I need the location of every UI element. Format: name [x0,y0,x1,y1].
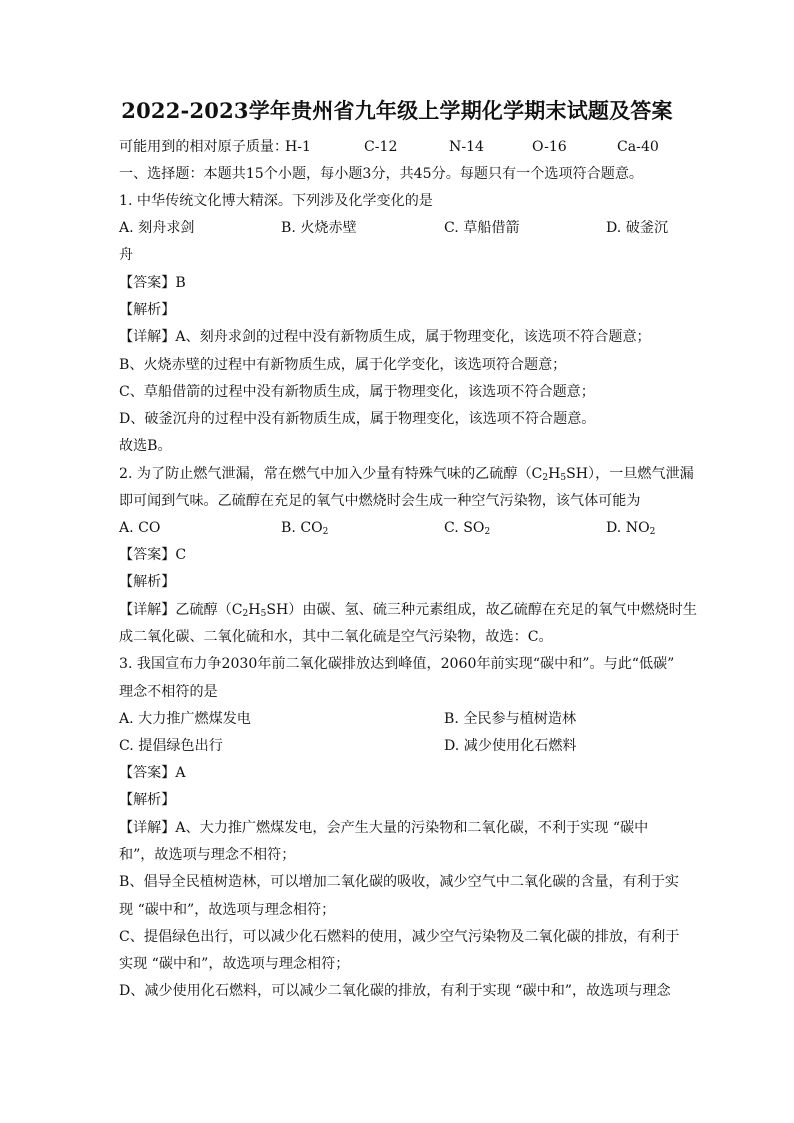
atomic-mass-label: 可能用到的相对原子质量： [119,139,289,155]
q2-detail-line2: 成二氧化碳、二氧化硫和水，其中二氧化硫是空气污染物，故选：C。 [119,629,553,645]
q2-stem-line1: 2. 为了防止燃气泄漏，常在燃气中加入少量有特殊气味的乙硫醇$(C_2H_5SH)$，一旦燃气泄漏 [119,466,694,483]
q1-detail-c: C、草船借箭的过程中没有新物质生成，属于物理变化，该选项不符合题意； [119,384,595,400]
q1-option-a: A. 刻舟求剑 [119,220,195,236]
atomic-mass-c: C-12 [364,139,398,155]
q3-detail-5: C、提倡绿色出行，可以减少化石燃料的使用，减少空气污染物及二氧化碳的排放，有利于 [119,929,680,945]
q3-detail-3: B、倡导全民植树造林，可以增加二氧化碳的吸收，减少空气中二氧化碳的含量，有利于实 [119,874,680,890]
q1-option-d-continued: 舟 [119,247,134,263]
q2-analysis-label: 【解析】 [119,574,176,590]
q2-option-d: D. $NO_2$ [606,520,656,537]
q3-detail-7: D、减少使用化石燃料，可以减少二氧化碳的排放，有利于实现 “碳中和”，故选项与理念 [119,983,671,999]
q3-detail-4: 现 “碳中和”，故选项与理念相符； [119,902,336,918]
q3-detail-2: 和”，故选项与理念不相符； [119,847,296,863]
atomic-mass-ca: Ca-40 [617,139,659,155]
q3-analysis-label: 【解析】 [119,792,176,808]
q1-detail-d: D、破釜沉舟的过程中没有新物质生成，属于物理变化，该选项不符合题意。 [119,411,596,427]
q3-detail-1: 【详解】A、大力推广燃煤发电，会产生大量的污染物和二氧化碳，不利于实现 “碳中 [119,820,649,836]
q1-answer: 【答案】B [119,275,186,291]
q1-conclusion: 故选B。 [119,438,172,454]
atomic-mass-o: O-16 [532,139,567,155]
atomic-mass-n: N-14 [449,139,485,155]
q3-option-c: C. 提倡绿色出行 [119,738,223,754]
section-heading: 一、选择题：本题共15个小题，每小题3分，共45分。每题只有一个选项符合题意。 [119,166,644,182]
q3-option-d: D. 减少使用化石燃料 [444,738,577,754]
q1-detail-a: 【详解】A、刻舟求剑的过程中没有新物质生成，属于物理变化，该选项不符合题意； [119,329,651,345]
q1-option-c: C. 草船借箭 [444,220,520,236]
q3-answer: 【答案】A [119,765,186,781]
q3-stem-line1: 3. 我国宣布力争2030年前二氧化碳排放达到峰值，2060年前实现“碳中和”。与此“低碳” [119,656,675,672]
q3-option-a: A. 大力推广燃煤发电 [119,711,251,727]
q3-option-b: B. 全民参与植树造林 [444,711,577,727]
q2-answer: 【答案】C [119,547,187,563]
document-title: 2022-2023学年贵州省九年级上学期化学期末试题及答案 [121,98,673,123]
q2-option-b: B. $CO_2$ [281,520,329,537]
q1-detail-b: B、火烧赤壁的过程中有新物质生成，属于化学变化，该选项符合题意； [119,357,567,373]
q2-detail-line1: 【详解】乙硫醇$(C_2H_5SH)$由碳、氢、硫三种元素组成，故乙硫醇在充足的氧气中燃烧时生 [119,602,697,619]
q2-option-a: A. CO [119,520,161,536]
q3-stem-line2: 理念不相符的是 [119,684,218,700]
q2-stem-line2: 即可闻到气味。乙硫醇在充足的氧气中燃烧时会生成一种空气污染物，该气体可能为 [119,493,641,509]
q1-option-b: B. 火烧赤壁 [281,220,357,236]
q1-option-d: D. 破釜沉 [606,220,669,236]
q3-detail-6: 实现 “碳中和”，故选项与理念相符； [119,956,350,972]
q1-stem: 1. 中华传统文化博大精深。下列涉及化学变化的是 [119,193,433,209]
atomic-mass-h: H-1 [285,139,312,155]
q1-analysis-label: 【解析】 [119,302,176,318]
q2-option-c: C. $SO_2$ [444,520,491,537]
